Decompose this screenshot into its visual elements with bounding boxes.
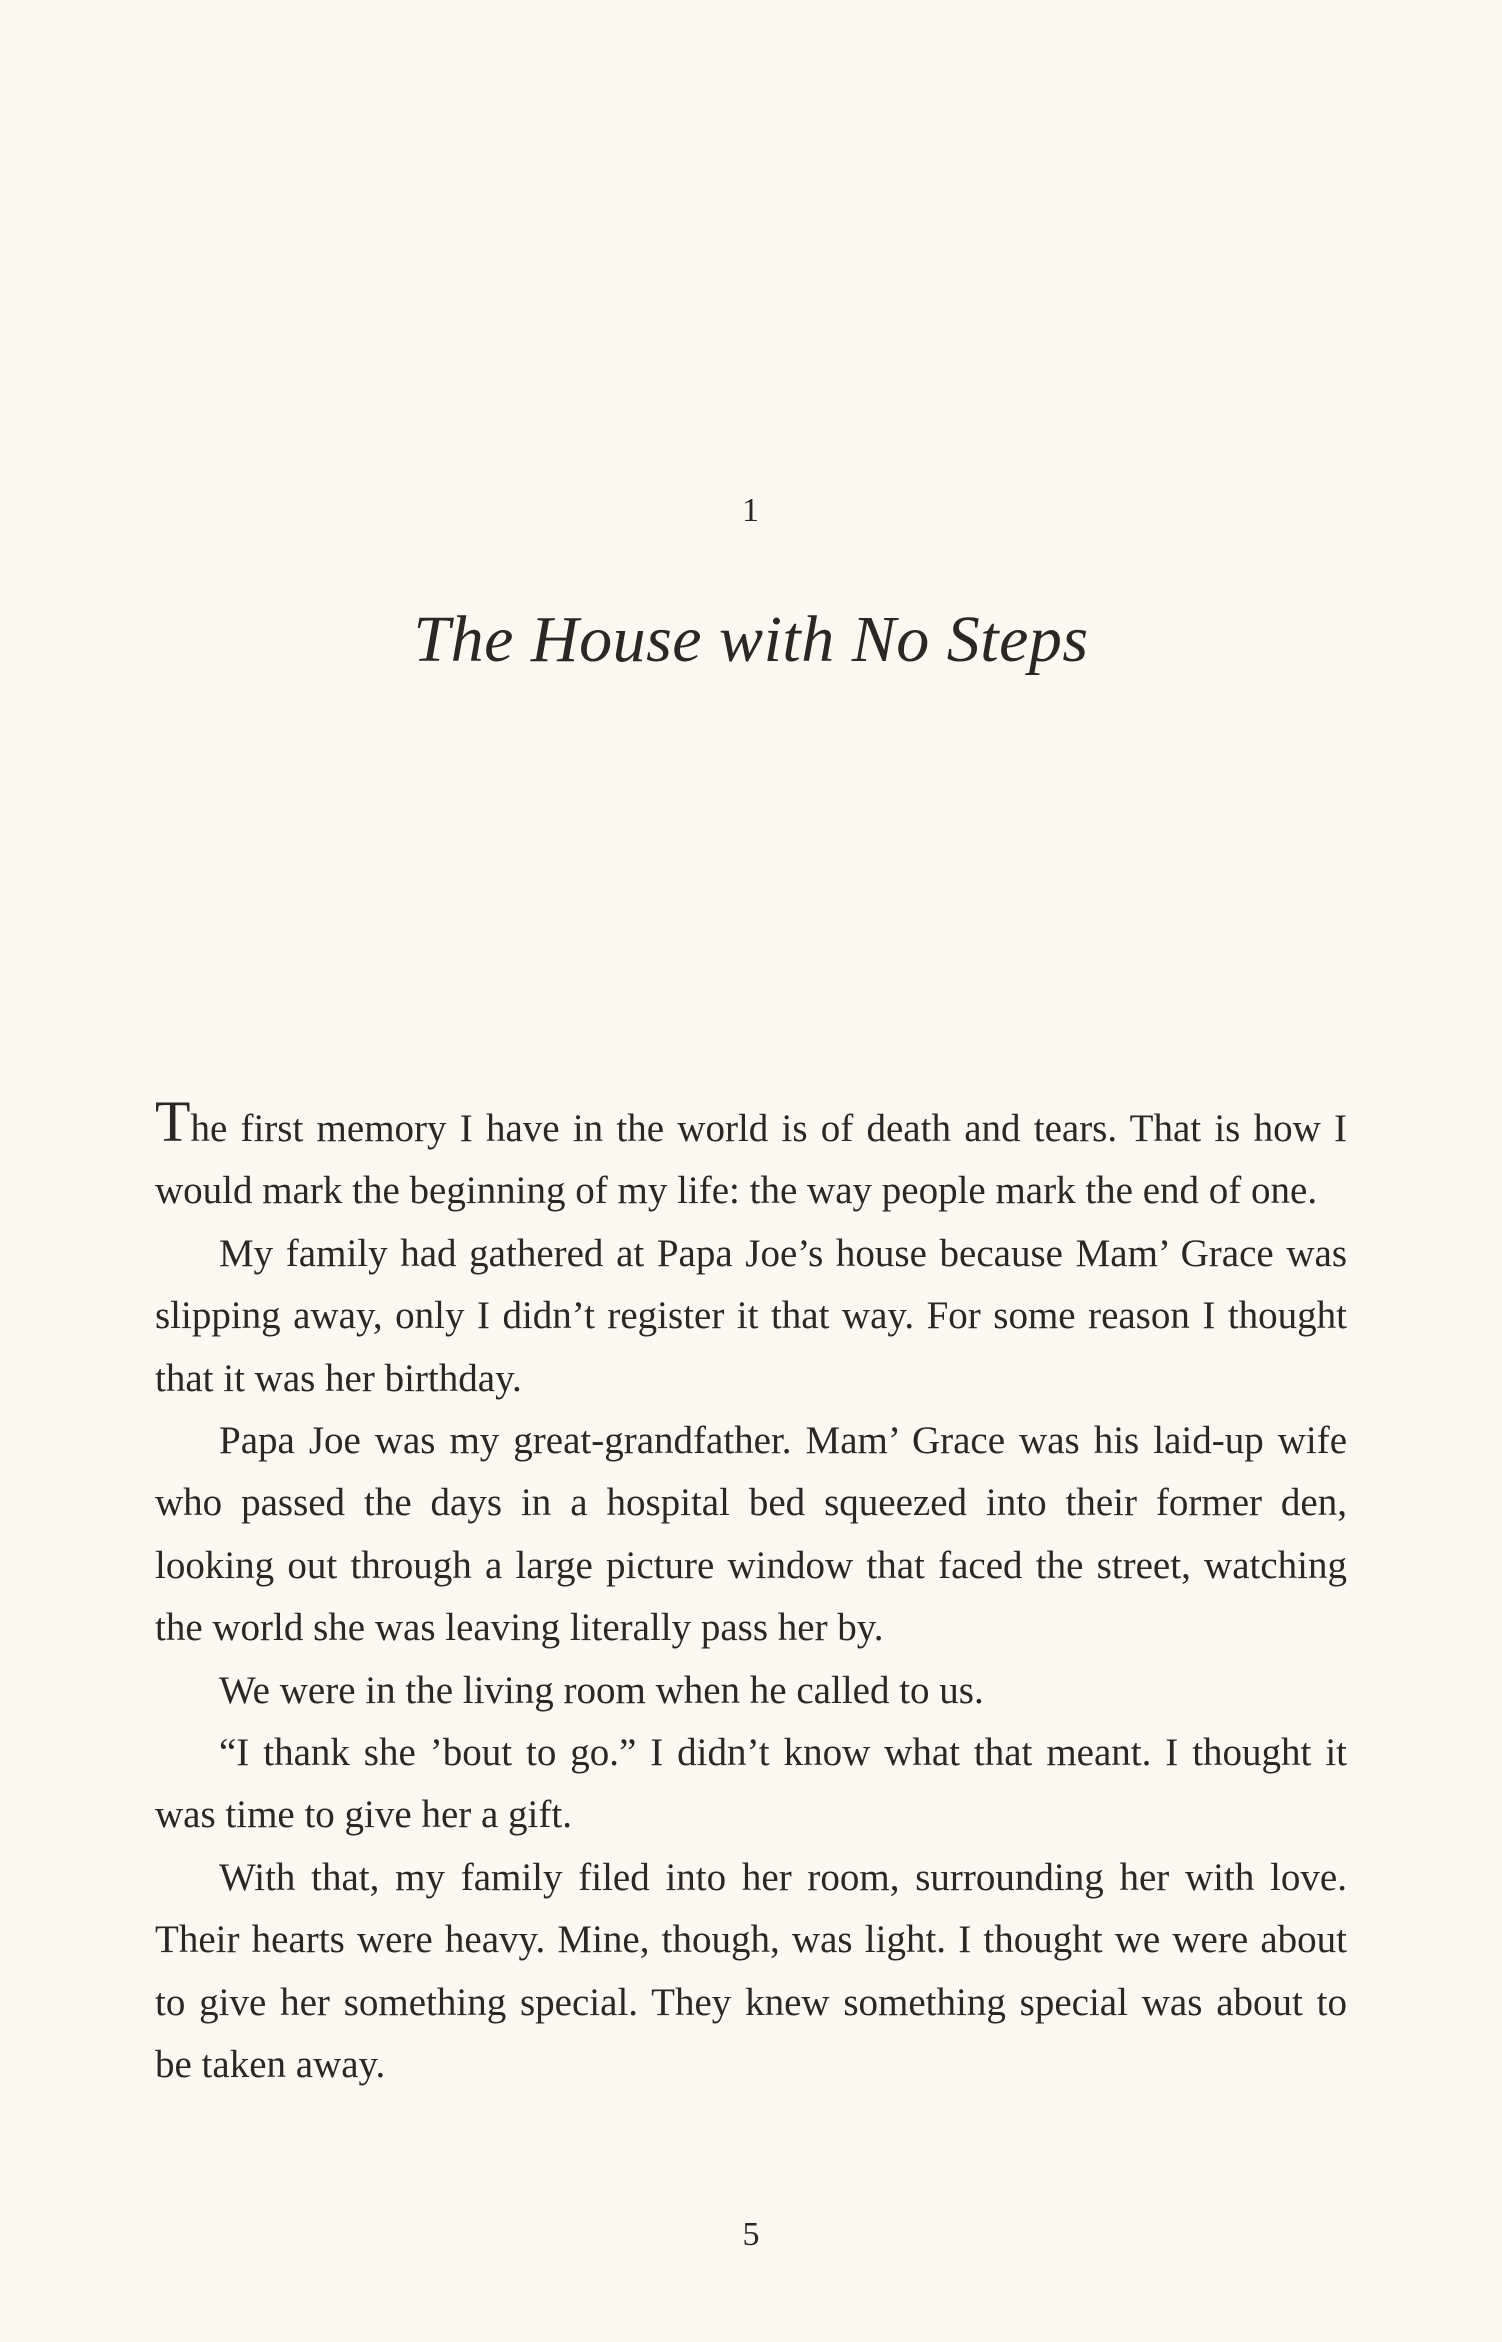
paragraph: With that, my family filed into her room, surrounding her with love. Their hearts were heavy. Mine, though, was light. I thought we were about to give her something special. They knew something special was about to be taken away. [155,1855,1347,2087]
body-text [155,1089,1347,2097]
paragraph: Papa Joe was my great-grandfather. Mam’ Grace was his laid-up wife who passed the days in a hospital bed squeezed into their former den, looking out through a large picture window that faced the street, watching the world she was leaving literally pass her by. [155,1419,1347,1650]
page-number: 5 [742,2216,760,2253]
paragraph [155,1089,1347,1223]
paragraph: “I thank she ’bout to go.” I didn’t know what that meant. I thought it was time to give her a gift. [155,1731,1347,1837]
paragraph: My family had gathered at Papa Joe’s house because Mam’ Grace was slipping away, only I didn’t register it that way. For some reason I thought that it was her birthday. [155,1231,1347,1400]
chapter-title: The House with No Steps [413,603,1089,676]
drop-cap: T [155,1089,191,1154]
paragraph-text: he first memory I have in the world is of death and tears. That is how I would mark the beginning of my life: the way people mark the end of one. [155,1107,1347,1213]
paragraph: We were in the living room when he called to us. [219,1668,984,1712]
chapter-number: 1 [742,492,760,529]
